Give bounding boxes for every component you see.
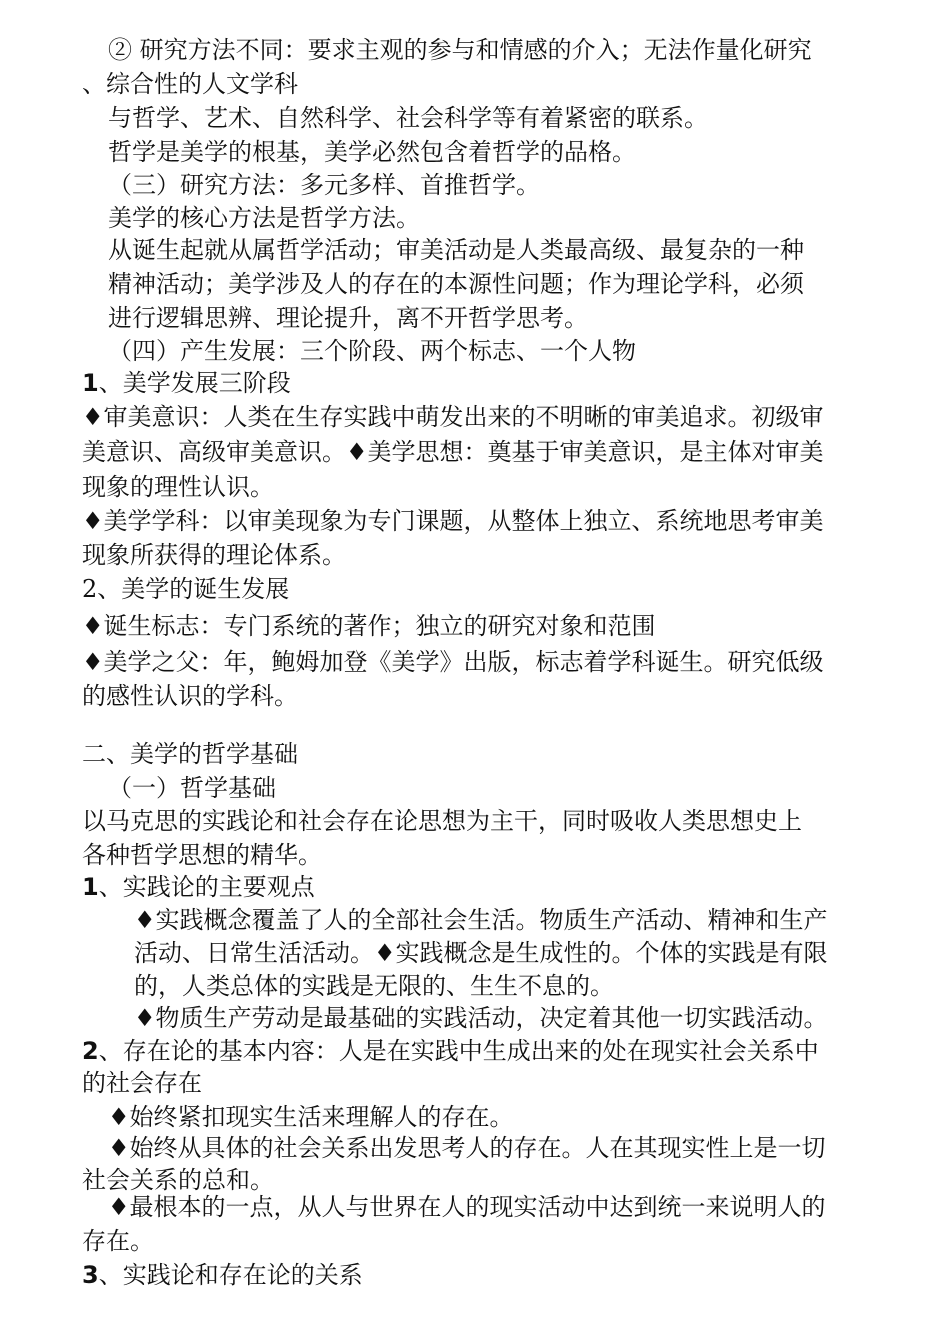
- text-line: 的社会存在: [82, 1069, 202, 1097]
- text-line: 各种哲学思想的精华。: [82, 841, 322, 869]
- text-line: 与哲学、艺术、自然科学、社会科学等有着紧密的联系。: [108, 104, 708, 132]
- text-line: 社会关系的总和。: [82, 1166, 274, 1194]
- text-line: ♦实践概念覆盖了人的全部社会生活。物质生产活动、精神和生产: [134, 906, 828, 934]
- text-line: ♦美学之父：年，鲍姆加登《美学》出版，标志着学科诞生。研究低级: [82, 648, 824, 676]
- text-line: ♦诞生标志：专门系统的著作；独立的研究对象和范围: [82, 612, 656, 640]
- text-line: 的，人类总体的实践是无限的、生生不息的。: [134, 972, 614, 1000]
- text-line: 哲学是美学的根基，美学必然包含着哲学的品格。: [108, 138, 636, 166]
- text-line: 精神活动；美学涉及人的存在的本源性问题；作为理论学科，必须: [108, 270, 804, 298]
- subsection-heading: （三）研究方法：多元多样、首推哲学。: [108, 171, 540, 199]
- text-line: ♦审美意识：人类在生存实践中萌发出来的不明晰的审美追求。初级审: [82, 403, 824, 431]
- text-line: 存在。: [82, 1227, 154, 1255]
- subsection-heading: （一）哲学基础: [108, 774, 276, 802]
- text-line: 从诞生起就从属哲学活动；审美活动是人类最高级、最复杂的一种: [108, 236, 804, 264]
- numbered-heading: [82, 1034, 819, 1068]
- text-line: 以马克思的实践论和社会存在论思想为主干，同时吸收人类思想史上: [82, 807, 802, 835]
- text-line: 美意识、高级审美意识。♦美学思想：奠基于审美意识，是主体对审美: [82, 438, 824, 466]
- heading-text: 、实践论和存在论的关系: [98, 1261, 363, 1289]
- heading-number: 3: [82, 1261, 99, 1289]
- heading-number: 1: [82, 873, 99, 901]
- heading-text: 、美学发展三阶段: [98, 369, 291, 397]
- text-line: ♦物质生产劳动是最基础的实践活动，决定着其他一切实践活动。: [134, 1004, 828, 1032]
- text-line: ♦最根本的一点，从人与世界在人的现实活动中达到统一来说明人的: [108, 1193, 826, 1221]
- numbered-heading: [82, 366, 291, 400]
- text-line: ② 研究方法不同：要求主观的参与和情感的介入；无法作量化研究: [108, 36, 812, 64]
- heading-text: 、存在论的基本内容：人是在实践中生成出来的处在现实社会关系中: [98, 1037, 819, 1065]
- subsection-heading: （四）产生发展：三个阶段、两个标志、一个人物: [108, 337, 636, 365]
- text-line: 活动、日常生活活动。♦实践概念是生成性的。个体的实践是有限: [134, 939, 828, 967]
- numbered-heading: [82, 870, 315, 904]
- numbered-heading: 2、美学的诞生发展: [82, 575, 290, 603]
- text-line: 美学的核心方法是哲学方法。: [108, 204, 420, 232]
- section-heading: 二、美学的哲学基础: [82, 740, 298, 768]
- heading-number: 2: [82, 1037, 99, 1065]
- heading-text: 、实践论的主要观点: [98, 873, 315, 901]
- text-line: 现象的理性认识。: [82, 473, 274, 501]
- text-line: ♦始终紧扣现实生活来理解人的存在。: [108, 1103, 514, 1131]
- text-line: ♦始终从具体的社会关系出发思考人的存在。人在其现实性上是一切: [108, 1134, 826, 1162]
- numbered-heading: [82, 1258, 363, 1292]
- text-line: 进行逻辑思辨、理论提升，离不开哲学思考。: [108, 304, 588, 332]
- text-line: 、综合性的人文学科: [82, 70, 298, 98]
- heading-number: 1: [82, 369, 99, 397]
- text-line: 现象所获得的理论体系。: [82, 541, 346, 569]
- text-line: ♦美学学科：以审美现象为专门课题，从整体上独立、系统地思考审美: [82, 507, 824, 535]
- text-line: 的感性认识的学科。: [82, 682, 298, 710]
